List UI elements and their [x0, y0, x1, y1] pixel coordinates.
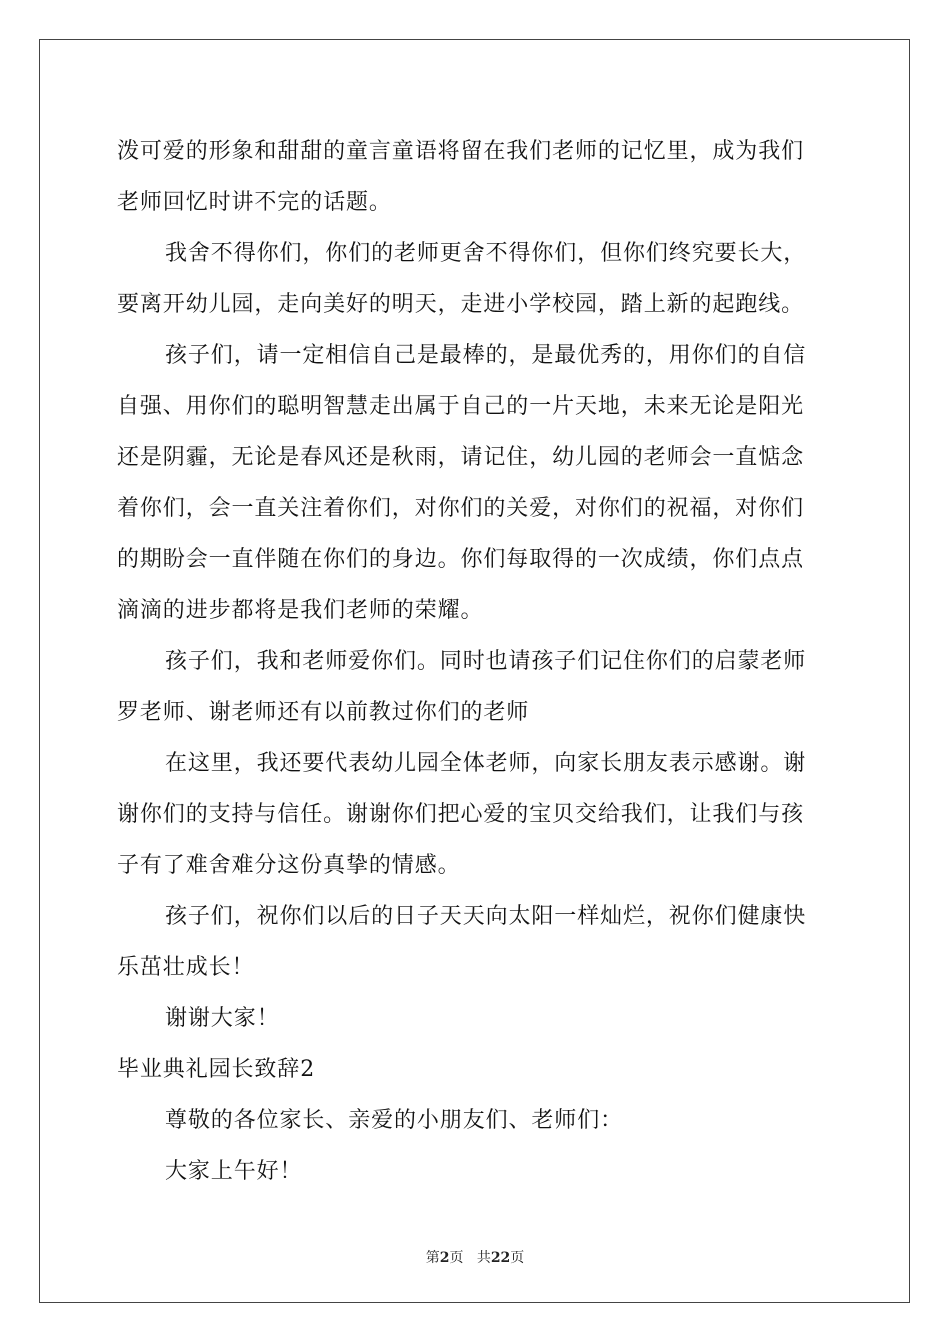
- text-line: 罗老师、谢老师还有以前教过你们的老师: [117, 700, 530, 725]
- total-prefix: 共: [476, 1250, 491, 1266]
- paragraph-start: 大家上午好！: [165, 1159, 303, 1184]
- text-line: 的期盼会一直伴随在你们的身边。你们每取得的一次成绩，你们点点: [117, 547, 805, 572]
- paragraph-start: 尊敬的各位家长、亲爱的小朋友们、老师们：: [165, 1108, 624, 1133]
- paragraph-start: 在这里，我还要代表幼儿园全体老师，向家长朋友表示感谢。谢: [165, 751, 807, 776]
- text-line: 要离开幼儿园，走向美好的明天，走进小学校园，踏上新的起跑线。: [117, 292, 805, 317]
- paragraph-start: 孩子们，请一定相信自己是最棒的，是最优秀的，用你们的自信: [165, 343, 807, 368]
- text-line: 谢你们的支持与信任。谢谢你们把心爱的宝贝交给我们，让我们与孩: [117, 802, 805, 827]
- text-line: 老师回忆时讲不完的话题。: [117, 190, 392, 215]
- text-line: 着你们，会一直关注着你们，对你们的关爱，对你们的祝福，对你们: [117, 496, 805, 521]
- text-line: 乐茁壮成长！: [117, 955, 255, 980]
- page-suffix: 页: [449, 1250, 464, 1266]
- page-footer: [0, 1247, 950, 1267]
- total-pages: 22: [490, 1250, 511, 1266]
- text-line: 泼可爱的形象和甜甜的童言童语将留在我们老师的记忆里，成为我们: [117, 139, 805, 164]
- paragraph-start: 孩子们，祝你们以后的日子天天向太阳一样灿烂，祝你们健康快: [165, 904, 807, 929]
- paragraph-start: 谢谢大家！: [165, 1006, 280, 1031]
- total-suffix: 页: [510, 1250, 525, 1266]
- text-line: 自强、用你们的聪明智慧走出属于自己的一片天地，未来无论是阳光: [117, 394, 805, 419]
- paragraph-start: 孩子们，我和老师爱你们。同时也请孩子们记住你们的启蒙老师: [165, 649, 807, 674]
- text-line: 子有了难舍难分这份真挚的情感。: [117, 853, 461, 878]
- document-body: [117, 126, 837, 1197]
- section-title: 毕业典礼园长致辞2: [117, 1057, 316, 1082]
- page-number: 2: [439, 1250, 450, 1266]
- text-line: 还是阴霾，无论是春风还是秋雨，请记住，幼儿园的老师会一直惦念: [117, 445, 805, 470]
- page-prefix: 第: [425, 1250, 440, 1266]
- text-line: 滴滴的进步都将是我们老师的荣耀。: [117, 598, 484, 623]
- paragraph-start: 我舍不得你们，你们的老师更舍不得你们，但你们终究要长大，: [165, 241, 807, 266]
